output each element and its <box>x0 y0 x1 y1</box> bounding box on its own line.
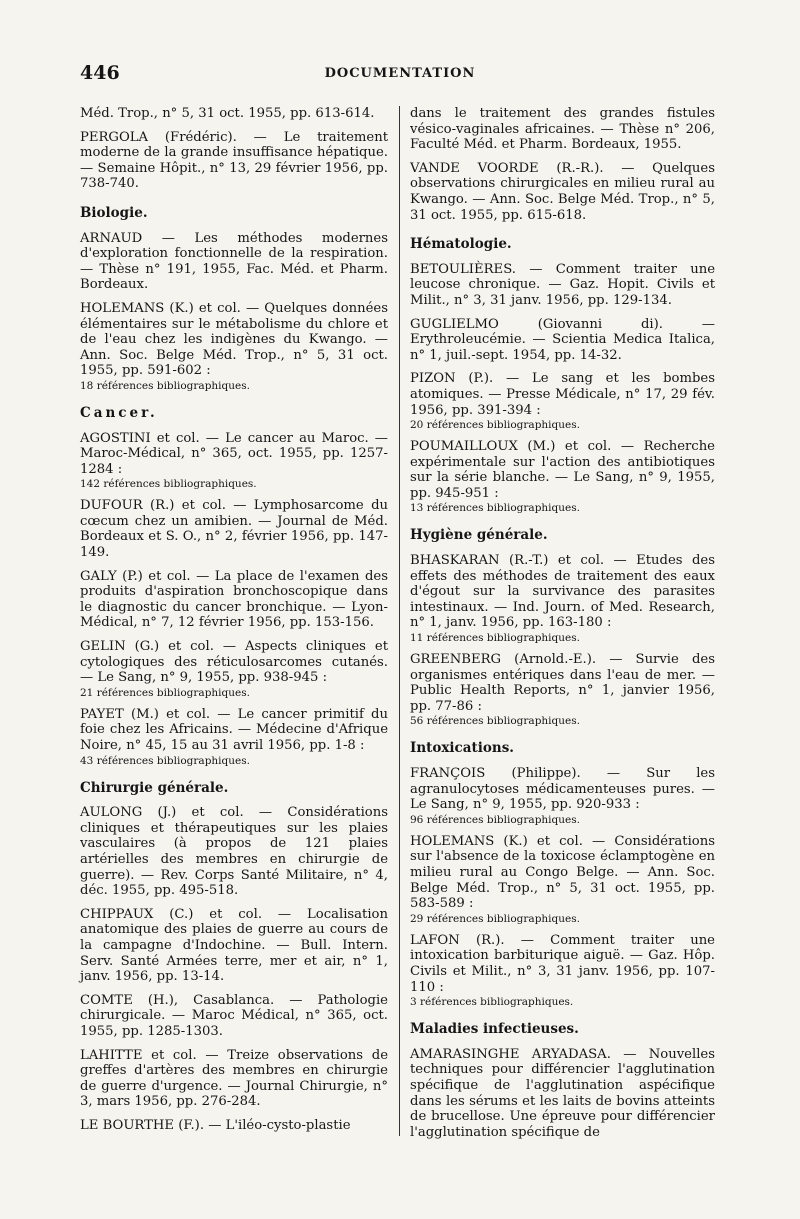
section-heading: Intoxications. <box>410 740 514 757</box>
references-note: 29 références bibliographiques. <box>410 912 580 925</box>
entry-text: PIZON (P.). — Le sang et les bombes atomiques. — Presse Médicale, n° 17, 29 fév. 1956, pp. 391-394 : <box>410 371 715 418</box>
references-note: 20 références bibliographiques. <box>410 419 580 432</box>
entry-text: LAFON (R.). — Comment traiter une intoxication barbiturique aiguë. — Gaz. Hôp. Civils et Milit., n° 3, 31 janv. 1956, pp. 107-110 : <box>410 932 715 995</box>
bibliography-entry <box>80 231 388 293</box>
bibliography-entry <box>410 439 715 514</box>
entry-text: DUFOUR (R.) et col. — Lymphosarcome du cœcum chez un amibien. — Journal de Méd. Bordeaux et S. O., n° 2, février 1956, pp. 147-149. <box>80 498 388 561</box>
entry-text: LE BOURTHE (F.). — L'iléo-cysto-plastie <box>80 1117 351 1133</box>
entry-text: CHIPPAUX (C.) et col. — Localisation anatomique des plaies de guerre au cours de la campagne d'Indochine. — Bull. Intern. Serv. Santé Armées terre, mer et air, n° 1, janv. 1956, pp. 13-14. <box>80 906 388 985</box>
bibliography-entry <box>80 498 388 560</box>
entry-text: GUGLIELMO (Giovanni di). — Erythroleucémie. — Scientia Medica Italica, n° 1, juil.-sept. 1954, pp. 14-32. <box>410 316 715 363</box>
entry-text: VANDE VOORDE (R.-R.). — Quelques observations chirurgicales en milieu rural au Kwango. — Ann. Soc. Belge Méd. Trop., n° 5, 31 oct. 1955, pp. 615-618. <box>410 160 715 223</box>
bibliography-entry <box>80 639 388 699</box>
bibliography-entry <box>410 652 715 727</box>
bibliography-entry <box>80 1048 388 1110</box>
references-note: 142 références bibliographiques. <box>80 478 257 491</box>
bibliography-entry <box>410 161 715 223</box>
references-note: 13 références bibliographiques. <box>410 502 580 515</box>
section-heading: Chirurgie générale. <box>80 779 229 796</box>
bibliography-entry <box>80 569 388 631</box>
bibliography-entry <box>410 262 715 309</box>
references-note: 43 références bibliographiques. <box>80 754 250 767</box>
bibliography-entry <box>80 993 388 1040</box>
running-title: DOCUMENTATION <box>324 66 476 81</box>
section-heading: Biologie. <box>80 204 148 221</box>
references-note: 11 références bibliographiques. <box>410 632 580 645</box>
references-note: 56 références bibliographiques. <box>410 715 580 728</box>
page-header <box>80 62 720 92</box>
entry-text: FRANÇOIS (Philippe). — Sur les agranulocytoses médicamenteuses pures. — Le Sang, n° 9, 1955, pp. 920-933 : <box>410 766 715 813</box>
entry-text: BHASKARAN (R.-T.) et col. — Etudes des effets des méthodes de traitement des eaux d'égout sur la survivance des parasites intestinaux. — Ind. Journ. of Med. Research, n° 1, janv. 1956, pp. 163-180 : <box>410 553 715 631</box>
references-note: 3 références bibliographiques. <box>410 996 574 1009</box>
bibliography-entry <box>80 301 388 392</box>
entry-text: GELIN (G.) et col. — Aspects cliniques et cytologiques des réticulosarcomes cutanés. — Le Sang, n° 9, 1955, pp. 938-945 : <box>80 639 388 686</box>
references-note: 96 références bibliographiques. <box>410 813 580 826</box>
entry-text: HOLEMANS (K.) et col. — Quelques données élémentaires sur le métabolisme du chlore et de l'eau chez les indigènes du Kwango. — Ann. Soc. Belge Méd. Trop., n° 5, 31 oct. 1955, pp. 591-602 : <box>80 300 388 379</box>
bibliography-entry <box>410 766 715 826</box>
entry-text: GALY (P.) et col. — La place de l'examen des produits d'aspiration bronchoscopique dans le diagnostic du cancer bronchique. — Lyon-Médical, n° 7, 12 février 1956, pp. 153-156. <box>80 568 388 631</box>
section-heading: Hygiène générale. <box>410 527 548 544</box>
column-divider <box>399 106 400 1136</box>
entry-text: AULONG (J.) et col. — Considérations cliniques et thérapeutiques sur les plaies vasculaires (à propos de 121 plaies artérielles des membres en chirurgie de guerre). — Rev. Corps Santé Militaire, n° 4, déc. 1955, pp. 495-518. <box>80 805 388 899</box>
bibliography-entry <box>410 553 715 644</box>
section-heading: Cancer. <box>80 404 158 421</box>
continuation-text: Méd. Trop., n° 5, 31 oct. 1955, pp. 613-614. <box>80 106 375 121</box>
bibliography-entry <box>80 805 388 899</box>
entry-text: PERGOLA (Frédéric). — Le traitement moderne de la grande insuffisance hépatique. — Semaine Hôpit., n° 13, 29 février 1956, pp. 738-740. <box>80 129 388 192</box>
entry-text: PAYET (M.) et col. — Le cancer primitif du foie chez les Africains. — Médecine d'Afrique Noire, n° 45, 15 au 31 avril 1956, pp. 1-8 : <box>80 706 388 753</box>
left-column <box>80 106 388 1141</box>
bibliography-entry <box>410 933 715 1008</box>
entry-text: LAHITTE et col. — Treize observations de greffes d'artères des membres en chirurgie de guerre d'urgence. — Journal Chirurgie, n° 3, mars 1956, pp. 276-284. <box>80 1047 388 1110</box>
continuation-text: dans le traitement des grandes fistules vésico-vaginales africaines. — Thèse n° 206, Faculté Méd. et Pharm. Bordeaux, 1955. <box>410 106 715 153</box>
references-note: 21 références bibliographiques. <box>80 686 250 699</box>
bibliography-entry <box>410 834 715 925</box>
entry-text: BETOULIÈRES. — Comment traiter une leucose chronique. — Gaz. Hopit. Civils et Milit., n° 3, 31 janv. 1956, pp. 129-134. <box>410 261 715 308</box>
bibliography-entry <box>80 707 388 767</box>
references-note: 18 références bibliographiques. <box>80 379 250 392</box>
entry-text: HOLEMANS (K.) et col. — Considérations sur l'absence de la toxicose éclamptogène en milieu rural au Congo Belge. — Ann. Soc. Belge Méd. Trop., n° 5, 31 oct. 1955, pp. 583-589 : <box>410 833 715 912</box>
bibliography-entry <box>410 1047 715 1141</box>
section-heading: Maladies infectieuses. <box>410 1021 579 1038</box>
bibliography-entry <box>80 431 388 491</box>
bibliography-entry <box>410 371 715 431</box>
entry-text: AMARASINGHE ARYADASA. — Nouvelles techniques pour différencier l'agglutination spécifique de l'agglutination aspécifique dans les sérums et les laits de bovins atteints de brucellose. Une épreuve pour différencier l'agglutination spécifique de <box>410 1046 715 1140</box>
bibliography-entry <box>80 1118 388 1134</box>
entry-text: ARNAUD — Les méthodes modernes d'exploration fonctionnelle de la respiration. — Thèse n° 191, 1955, Fac. Méd. et Pharm. Bordeaux. <box>80 230 388 293</box>
bibliography-entry <box>80 907 388 985</box>
entry-text: COMTE (H.), Casablanca. — Pathologie chirurgicale. — Maroc Médical, n° 365, oct. 1955, pp. 1285-1303. <box>80 992 388 1039</box>
page-number: 446 <box>80 62 120 84</box>
section-heading: Hématologie. <box>410 236 512 253</box>
entry-text: GREENBERG (Arnold.-E.). — Survie des organismes entériques dans l'eau de mer. — Public Health Reports, n° 1, janvier 1956, pp. 77-86 : <box>410 652 715 714</box>
bibliography-entry <box>80 130 388 192</box>
bibliography-entry <box>410 317 715 364</box>
entry-text: POUMAILLOUX (M.) et col. — Recherche expérimentale sur l'action des antibiotiques sur la série blanche. — Le Sang, n° 9, 1955, pp. 945-951 : <box>410 439 715 501</box>
entry-text: AGOSTINI et col. — Le cancer au Maroc. — Maroc-Médical, n° 365, oct. 1955, pp. 1257-1284 : <box>80 430 388 477</box>
right-column <box>410 106 715 1148</box>
